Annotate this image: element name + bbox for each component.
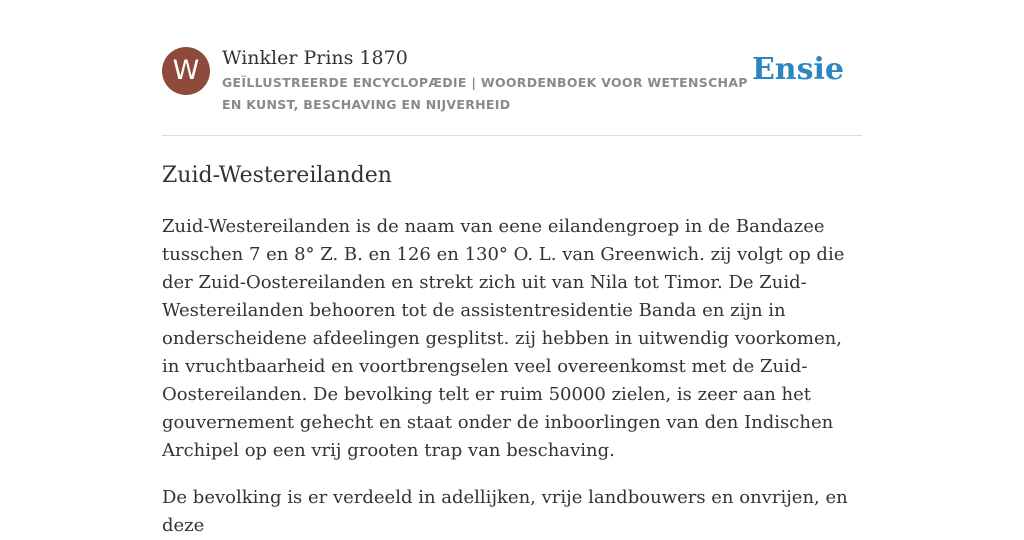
source-title[interactable]: Winkler Prins 1870 — [222, 47, 408, 69]
page-container — [162, 0, 862, 540]
ensie-logo-link[interactable]: Ensie — [751, 52, 844, 87]
entry-body — [162, 213, 862, 540]
source-title-block — [222, 45, 762, 116]
source-subtitle: GEÏLLUSTREERDE ENCYCLOPÆDIE | WOORDENBOEK VOOR WETENSCHAP EN KUNST, BESCHAVING EN NIJVERHEID — [222, 75, 748, 112]
entry-title: Zuid-Westereilanden — [162, 163, 392, 188]
entry-paragraph: De bevolking is er verdeeld in adellijken, vrije landbouwers en onvrijen, en deze — [162, 487, 848, 536]
source-avatar[interactable]: W — [162, 47, 210, 95]
entry-content — [162, 161, 862, 540]
entry-paragraph: Zuid-Westereilanden is de naam van eene eilandengroep in de Bandazee tusschen 7 en 8° Z. B. en 126 en 130° O. L. van Greenwich. zij volgt op die der Zuid-Oostereilanden en strekt zich uit van Nila tot Timor. De Zuid-Westereilanden behooren tot de assistentresidentie Banda en zijn in onderscheidene afdeelingen gesplitst. zij hebben in uitwendig voorkomen, in vruchtbaarheid en voortbrengselen veel overeenkomst met de Zuid-Oostereilanden. De bevolking telt er ruim 50000 zielen, is zeer aan het gouvernement gehecht en staat onder de inboorlingen van den Indischen Archipel op een vrij grooten trap van beschaving. — [162, 216, 845, 461]
source-header — [162, 0, 862, 136]
